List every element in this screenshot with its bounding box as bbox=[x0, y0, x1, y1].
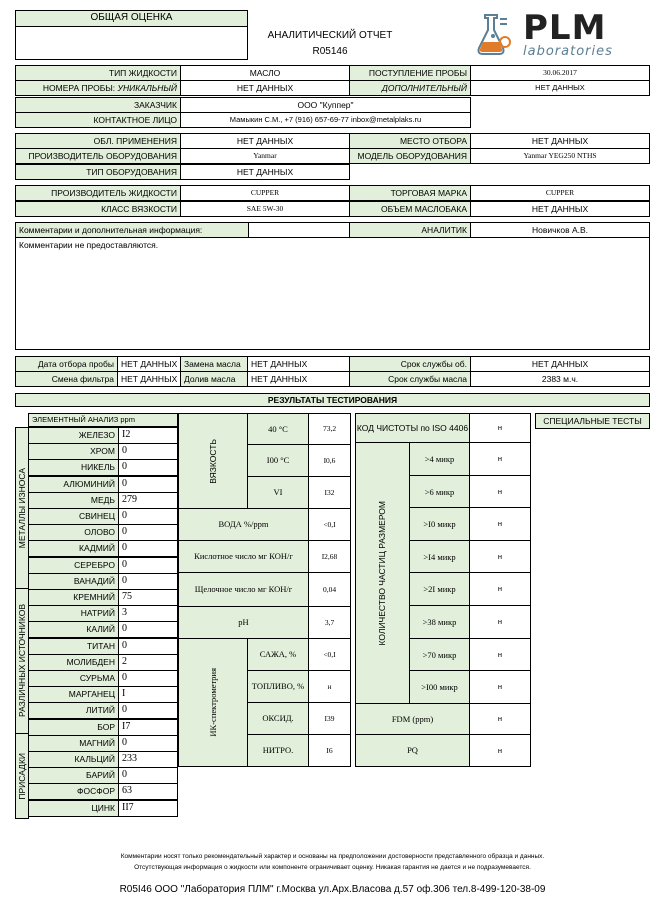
particle-size-label: >I4 микр bbox=[409, 540, 470, 574]
pq-value: н bbox=[469, 734, 531, 767]
element-value: I2 bbox=[118, 427, 178, 444]
element-value: 279 bbox=[118, 492, 178, 509]
fluid-type-value: МАСЛО bbox=[180, 65, 350, 81]
element-name: МАРГАНЕЦ bbox=[28, 686, 119, 703]
particle-count-value: н bbox=[469, 475, 531, 509]
logo-subtext: laboratories bbox=[523, 44, 613, 59]
group-various-sources: РАЗЛИЧНЫХ ИСТОЧНИКОВ bbox=[15, 588, 29, 734]
special-tests-label: СПЕЦИАЛЬНЫЕ ТЕСТЫ bbox=[535, 413, 650, 429]
viscosity-class-value: SAE 5W-30 bbox=[180, 201, 350, 217]
sump-volume-label: ОБЪЕМ МАСЛОБАКА bbox=[349, 201, 471, 217]
sample-numbers-label: НОМЕРА ПРОБЫ: УНИКАЛЬНЫЙ bbox=[15, 80, 181, 96]
filter-change-value: НЕТ ДАННЫХ bbox=[117, 371, 181, 387]
oil-change-value: НЕТ ДАННЫХ bbox=[247, 356, 350, 372]
element-value: 0 bbox=[118, 621, 178, 638]
element-name: АЛЮМИНИЙ bbox=[28, 476, 119, 493]
overall-assessment-label: ОБЩАЯ ОЦЕНКА bbox=[15, 10, 248, 27]
element-name: МЕДЬ bbox=[28, 492, 119, 509]
nitration-label: НИТРО. bbox=[247, 734, 309, 767]
fuel-value: н bbox=[308, 670, 351, 703]
contact-label: КОНТАКТНОЕ ЛИЦО bbox=[15, 112, 181, 128]
sampling-date-value: НЕТ ДАННЫХ bbox=[117, 356, 181, 372]
sump-volume-value: НЕТ ДАННЫХ bbox=[470, 201, 650, 217]
group-additives: ПРИСАДКИ bbox=[15, 733, 29, 819]
tan-value: I2,68 bbox=[308, 540, 351, 573]
group-wear-metals: МЕТАЛЛЫ ИЗНОСА bbox=[15, 427, 29, 589]
sampling-date-label: Дата отбора пробы bbox=[15, 356, 118, 372]
element-name: ЦИНК bbox=[28, 800, 119, 817]
analyst-label: АНАЛИТИК bbox=[349, 222, 471, 238]
received-label: ПОСТУПЛЕНИЕ ПРОБЫ bbox=[349, 65, 471, 81]
iso-code-label: КОД ЧИСТОТЫ по ISO 4406 bbox=[355, 413, 470, 443]
fluid-maker-value: CUPPER bbox=[180, 185, 350, 201]
element-name: ЖЕЛЕЗО bbox=[28, 427, 119, 444]
disclaimer-line-2: Отсутствующая информация о жидкости или компоненте ограничивает оценку. Никакая гарантия не дается и не подразумевается. bbox=[134, 864, 531, 871]
flask-icon bbox=[475, 12, 515, 58]
element-value: 0 bbox=[118, 735, 178, 752]
comments-text: Комментарии не предоставляются. bbox=[19, 240, 159, 250]
analyst-value: Новичков А.В. bbox=[470, 222, 650, 238]
element-name: КАДМИЙ bbox=[28, 540, 119, 557]
element-name: КАЛЬЦИЙ bbox=[28, 751, 119, 768]
ph-label: pH bbox=[178, 606, 309, 639]
visc100-label: I00 °C bbox=[247, 444, 309, 477]
received-value: 30.06.2017 bbox=[470, 65, 650, 81]
particle-count-label: КОЛИЧЕСТВО ЧАСТИЦ РАЗМЕРОМ bbox=[355, 442, 410, 704]
footer-address: R05I46 ООО "Лаборатория ПЛМ" г.Москва ул.Арх.Власова д.57 оф.306 тел.8-499-120-38-09 bbox=[119, 884, 546, 895]
element-value: I bbox=[118, 686, 178, 703]
equipment-model-value: Yanmar YEG250 NTHS bbox=[470, 148, 650, 164]
comments-box bbox=[15, 237, 650, 350]
brand-value: CUPPER bbox=[470, 185, 650, 201]
element-name: СЕРЕБРО bbox=[28, 557, 119, 574]
particle-count-value: н bbox=[469, 540, 531, 574]
equipment-model-label: МОДЕЛЬ ОБОРУДОВАНИЯ bbox=[349, 148, 471, 164]
tbn-label: Щелочное число мг КОН/г bbox=[178, 572, 309, 607]
sampling-point-value: НЕТ ДАННЫХ bbox=[470, 133, 650, 149]
application-label: ОБЛ. ПРИМЕНЕНИЯ bbox=[15, 133, 181, 149]
ph-value: 3,7 bbox=[308, 606, 351, 639]
element-name: ТИТАН bbox=[28, 638, 119, 655]
iso-code-value: н bbox=[469, 413, 531, 443]
element-value: 0 bbox=[118, 767, 178, 784]
element-name: НИКЕЛЬ bbox=[28, 459, 119, 476]
fluid-type-label: ТИП ЖИДКОСТИ bbox=[15, 65, 181, 81]
element-value: 3 bbox=[118, 605, 178, 622]
application-value: НЕТ ДАННЫХ bbox=[180, 133, 350, 149]
element-value: 63 bbox=[118, 783, 178, 800]
element-value: 0 bbox=[118, 540, 178, 557]
particle-size-label: >I0 микр bbox=[409, 507, 470, 541]
brand-label: ТОРГОВАЯ МАРКА bbox=[349, 185, 471, 201]
particle-count-value: н bbox=[469, 638, 531, 672]
equipment-maker-value: Yanmar bbox=[180, 148, 350, 164]
pq-label: PQ bbox=[355, 734, 470, 767]
disclaimer-line-1: Комментарии носят только рекомендательный характер и основаны на предположении достоверности представленного образца и данных. bbox=[120, 853, 545, 860]
element-name: ЛИТИЙ bbox=[28, 702, 119, 719]
comments-spacer bbox=[248, 222, 350, 238]
particle-count-value: н bbox=[469, 572, 531, 606]
oil-life-value: 2383 м.ч. bbox=[470, 371, 650, 387]
nitration-value: I6 bbox=[308, 734, 351, 767]
element-value: 2 bbox=[118, 654, 178, 671]
particle-size-label: >I00 микр bbox=[409, 670, 470, 704]
element-name: ХРОМ bbox=[28, 443, 119, 460]
particle-size-label: >70 микр bbox=[409, 638, 470, 672]
particle-count-value: н bbox=[469, 507, 531, 541]
visc40-label: 40 °C bbox=[247, 413, 309, 445]
element-value: 0 bbox=[118, 508, 178, 525]
visc40-value: 73,2 bbox=[308, 413, 351, 445]
overall-assessment-value bbox=[15, 26, 248, 60]
ir-spectrometry-label: ИК-спектрометрия bbox=[178, 638, 248, 767]
element-name: ФОСФОР bbox=[28, 783, 119, 800]
element-value: 0 bbox=[118, 638, 178, 655]
logo-text: PLM bbox=[523, 8, 607, 48]
tan-label: Кислотное число мг КОН/г bbox=[178, 540, 309, 573]
particle-size-label: >38 микр bbox=[409, 605, 470, 639]
fuel-label: ТОПЛИВО, % bbox=[247, 670, 309, 703]
fluid-maker-label: ПРОИЗВОДИТЕЛЬ ЖИДКОСТИ bbox=[15, 185, 181, 201]
contact-value: Мамыкин С.М., +7 (916) 657-69-77 inbox@metalplaks.ru bbox=[180, 112, 471, 128]
service-life-value: НЕТ ДАННЫХ bbox=[470, 356, 650, 372]
element-value: 0 bbox=[118, 443, 178, 460]
results-title: РЕЗУЛЬТАТЫ ТЕСТИРОВАНИЯ bbox=[15, 393, 650, 407]
element-name: ОЛОВО bbox=[28, 524, 119, 541]
particle-count-value: н bbox=[469, 442, 531, 476]
element-name: СУРЬМА bbox=[28, 670, 119, 687]
element-value: 0 bbox=[118, 702, 178, 719]
elements-header: ЭЛЕМЕНТНЫЙ АНАЛИЗ ppm bbox=[28, 413, 178, 427]
soot-label: САЖА, % bbox=[247, 638, 309, 671]
visc100-value: I0,6 bbox=[308, 444, 351, 477]
element-value: 0 bbox=[118, 573, 178, 590]
particle-count-value: н bbox=[469, 670, 531, 704]
oil-change-label: Замена масла bbox=[180, 356, 248, 372]
water-label: ВОДА %/ppm bbox=[178, 508, 309, 541]
customer-value: ООО "Куппер" bbox=[180, 97, 471, 113]
tbn-value: 0,04 bbox=[308, 572, 351, 607]
element-name: МОЛИБДЕН bbox=[28, 654, 119, 671]
viscosity-class-label: КЛАСС ВЯЗКОСТИ bbox=[15, 201, 181, 217]
particle-size-label: >2I микр bbox=[409, 572, 470, 606]
element-value: 0 bbox=[118, 459, 178, 476]
particle-size-label: >4 микр bbox=[409, 442, 470, 476]
oxidation-label: ОКСИД. bbox=[247, 702, 309, 735]
element-value: 0 bbox=[118, 557, 178, 574]
element-value: 233 bbox=[118, 751, 178, 768]
fdm-label: FDM (ppm) bbox=[355, 703, 470, 735]
element-name: ВАНАДИЙ bbox=[28, 573, 119, 590]
element-name: КАЛИЙ bbox=[28, 621, 119, 638]
element-value: 0 bbox=[118, 524, 178, 541]
water-value: <0,I bbox=[308, 508, 351, 541]
element-name: НАТРИЙ bbox=[28, 605, 119, 622]
plm-logo bbox=[475, 8, 650, 60]
oil-life-label: Срок службы масла bbox=[349, 371, 471, 387]
sample-number-value: НЕТ ДАННЫХ bbox=[180, 80, 350, 96]
equipment-type-label: ТИП ОБОРУДОВАНИЯ bbox=[15, 164, 181, 180]
oil-topup-label: Долив масла bbox=[180, 371, 248, 387]
particle-count-value: н bbox=[469, 605, 531, 639]
viscosity-label: ВЯЗКОСТЬ bbox=[178, 413, 248, 509]
element-value: I7 bbox=[118, 719, 178, 736]
equipment-type-value: НЕТ ДАННЫХ bbox=[180, 164, 350, 180]
report-number: R05146 bbox=[312, 46, 348, 57]
comments-label: Комментарии и дополнительная информация: bbox=[15, 222, 249, 238]
element-value: 75 bbox=[118, 589, 178, 606]
fdm-value: н bbox=[469, 703, 531, 735]
oil-topup-value: НЕТ ДАННЫХ bbox=[247, 371, 350, 387]
filter-change-label: Смена фильтра bbox=[15, 371, 118, 387]
particle-size-label: >6 микр bbox=[409, 475, 470, 509]
customer-label: ЗАКАЗЧИК bbox=[15, 97, 181, 113]
element-value: 0 bbox=[118, 476, 178, 493]
service-life-label: Срок службы об. bbox=[349, 356, 471, 372]
element-name: БАРИЙ bbox=[28, 767, 119, 784]
element-name: МАГНИЙ bbox=[28, 735, 119, 752]
report-title: АНАЛИТИЧЕСКИЙ ОТЧЕТ bbox=[267, 30, 393, 41]
equipment-maker-label: ПРОИЗВОДИТЕЛЬ ОБОРУДОВАНИЯ bbox=[15, 148, 181, 164]
oxidation-value: I39 bbox=[308, 702, 351, 735]
element-name: КРЕМНИЙ bbox=[28, 589, 119, 606]
additional-label: ДОПОЛНИТЕЛЬНЫЙ bbox=[349, 80, 471, 96]
element-name: БОР bbox=[28, 719, 119, 736]
element-value: II7 bbox=[118, 800, 178, 817]
element-value: 0 bbox=[118, 670, 178, 687]
additional-value: НЕТ ДАННЫХ bbox=[470, 80, 650, 96]
soot-value: <0,I bbox=[308, 638, 351, 671]
vi-value: I32 bbox=[308, 476, 351, 509]
element-name: СВИНЕЦ bbox=[28, 508, 119, 525]
sampling-point-label: МЕСТО ОТБОРА bbox=[349, 133, 471, 149]
vi-label: VI bbox=[247, 476, 309, 509]
